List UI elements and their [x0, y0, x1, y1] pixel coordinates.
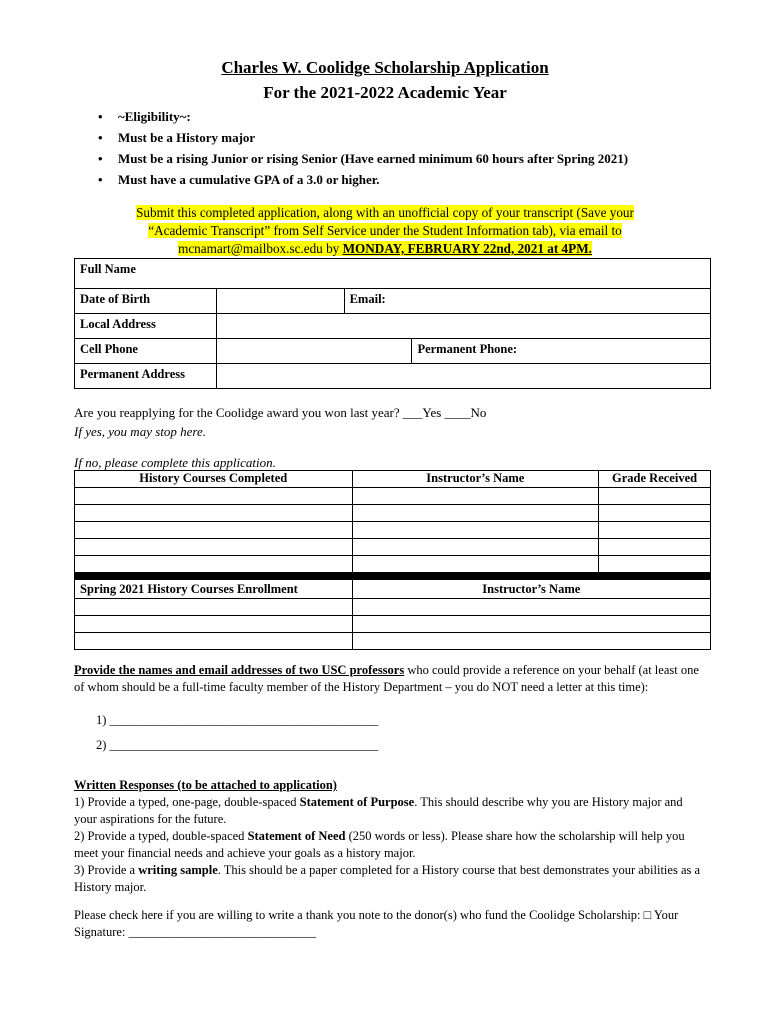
local-address-field[interactable]	[216, 314, 710, 339]
permanent-address-field[interactable]	[216, 364, 710, 389]
spring-instructor-header: Instructor’s Name	[352, 579, 710, 599]
written-responses	[74, 777, 704, 896]
eligibility-list	[94, 106, 628, 190]
form-subtitle: For the 2021-2022 Academic Year	[263, 83, 507, 102]
written-heading: Written Responses (to be attached to application)	[74, 778, 337, 792]
history-courses-table	[74, 470, 711, 580]
personal-info-table	[74, 258, 711, 389]
instructor-header: Instructor’s Name	[352, 471, 599, 488]
form-title: Charles W. Coolidge Scholarship Application	[221, 58, 549, 77]
professor-text: who could provide a reference on your behalf (at least one of whom should be a full-time faculty member of the History Department – you do NOT need a letter at this time):	[74, 663, 699, 694]
eligibility-item: • Must be a History major	[94, 127, 628, 148]
dob-field[interactable]	[216, 289, 344, 314]
permanent-address-label: Permanent Address	[75, 364, 217, 389]
table-row	[75, 522, 711, 539]
submit-deadline: MONDAY, FEBRUARY 22nd, 2021 at 4PM.	[342, 241, 592, 256]
cell-phone-field[interactable]	[216, 339, 412, 364]
table-row	[75, 616, 711, 633]
table-row	[75, 505, 711, 522]
reapply-question: Are you reapplying for the Coolidge award you won last year? ___Yes ____No	[74, 405, 487, 420]
reference-line-1[interactable]: 1) ___________________________________________	[96, 713, 379, 727]
thank-you-note-signature[interactable]: Please check here if you are willing to write a thank you note to the donor(s) who fund the Coolidge Scholarship: □ Your Signature: ______________________________	[74, 908, 679, 939]
table-row	[75, 556, 711, 573]
courses-completed-header: History Courses Completed	[75, 471, 353, 488]
local-address-label: Local Address	[75, 314, 217, 339]
full-name-label: Full Name	[75, 259, 711, 289]
table-row	[75, 599, 711, 616]
permanent-phone-label: Permanent Phone:	[412, 339, 711, 364]
grade-header: Grade Received	[599, 471, 711, 488]
submit-email: mcnamart@mailbox.sc.edu by	[178, 241, 343, 256]
cell-phone-label: Cell Phone	[75, 339, 217, 364]
email-label: Email:	[344, 289, 710, 314]
response-1: 1) Provide a typed, one-page, double-spaced Statement of Purpose. This should describe why you are History major and your aspirations for the future.	[74, 795, 683, 826]
eligibility-item: • Must be a rising Junior or rising Senior (Have earned minimum 60 hours after Spring 2021)	[94, 148, 628, 169]
spring-courses-header: Spring 2021 History Courses Enrollment	[75, 579, 353, 599]
reapply-if-yes: If yes, you may stop here.	[74, 424, 207, 439]
submit-instructions	[72, 204, 698, 258]
professor-heading: Provide the names and email addresses of two USC professors	[74, 663, 405, 677]
reference-line-2[interactable]: 2) ___________________________________________	[96, 738, 379, 752]
reapply-if-no: If no, please complete this application.	[74, 455, 276, 470]
spring-enrollment-table	[74, 578, 711, 650]
response-3: 3) Provide a writing sample. This should be a paper completed for a History course that best demonstrates your abilities as a History major.	[74, 863, 701, 894]
submit-line-2: “Academic Transcript” from Self Service under the Student Information tab), via email to	[148, 223, 622, 238]
table-row	[75, 633, 711, 650]
eligibility-item: • Must have a cumulative GPA of a 3.0 or higher.	[94, 169, 628, 190]
response-2: 2) Provide a typed, double-spaced Statement of Need (250 words or less). Please share how the scholarship will help you meet your financial needs and achieve your goals as a history major.	[74, 829, 685, 860]
table-row	[75, 488, 711, 505]
table-row	[75, 539, 711, 556]
submit-line-1: Submit this completed application, along with an unofficial copy of your transcript (Save your	[136, 205, 634, 220]
eligibility-heading: • ~Eligibility~:	[94, 106, 628, 127]
dob-label: Date of Birth	[75, 289, 217, 314]
professor-references	[74, 662, 704, 696]
